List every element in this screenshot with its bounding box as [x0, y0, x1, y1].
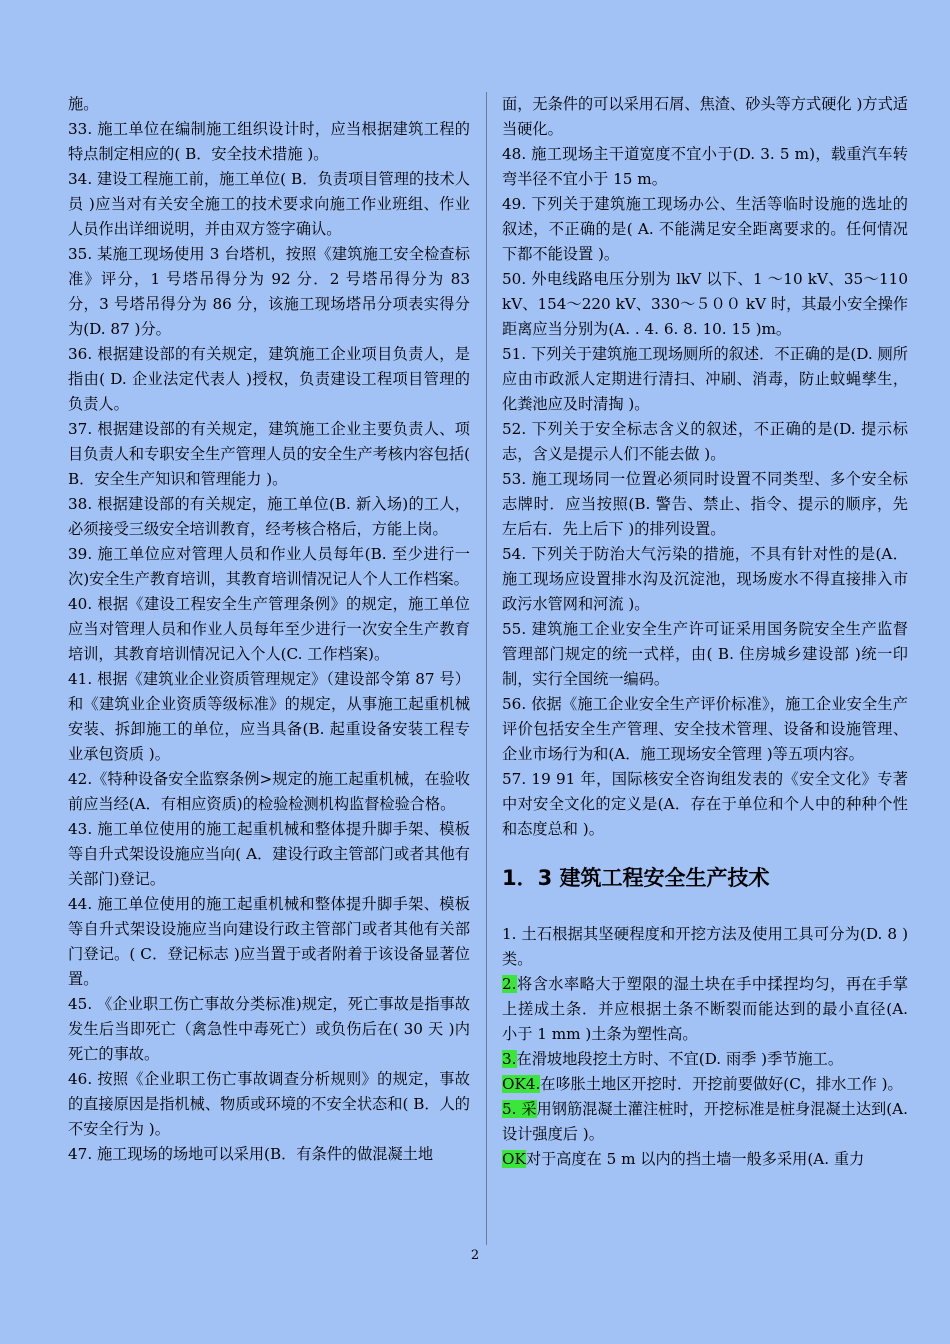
section-item-text: 用钢筋混凝土灌注桩时，开挖标准是桩身混凝土达到(A. 设计强度后 )。	[502, 1100, 908, 1143]
left-column	[68, 92, 470, 1167]
section-item-list	[502, 922, 908, 1172]
section-item-text: 将含水率略大于塑限的湿土块在手中揉捏均匀，再在手掌上搓成土条．并应根据土条不断裂而能达到的最小直径(A. 小于 1 mm )土条为塑性高。	[502, 975, 908, 1043]
highlight-mark: 5. 采	[502, 1100, 537, 1118]
section-heading: 1．3 建筑工程安全生产技术	[502, 866, 770, 890]
paragraph: 38. 根据建设部的有关规定，施工单位(B. 新入场)的工人，必须接受三级安全培训教育，经考核合格后，方能上岗。	[68, 495, 470, 538]
page-number: 2	[470, 1248, 480, 1263]
section-item-text: 在哆胀土地区开挖时．开挖前要做好(C，排水工作 )。	[540, 1075, 903, 1093]
section-item	[502, 1097, 908, 1147]
paragraph: 施。	[68, 95, 99, 113]
section-item	[502, 972, 908, 1047]
paragraph: 51. 下列关于建筑施工现场厕所的叙述．不正确的是(D. 厕所应由市政派人定期进行清扫、冲刷、消毒，防止蚊蝇孳生，化粪池应及时清掏 )。	[502, 345, 908, 413]
highlight-mark: 3.	[502, 1050, 517, 1068]
paragraph: 44. 施工单位使用的施工起重机械和整体提升脚手架、模板等自升式架设设施应当向建设行政主管部门或者其他有关部门登记。( C．登记标志 )应当置于或者附着于该设备显著位置。	[68, 895, 470, 988]
paragraph: 57. 19 91 年，国际核安全咨询组发表的《安全文化》专著中对安全文化的定义是(A．存在于单位和个人中的种种个性和态度总和 )。	[502, 770, 908, 838]
paragraph: 47. 施工现场的场地可以采用(B．有条件的做混凝土地	[68, 1145, 434, 1163]
paragraph: 面，无条件的可以采用石屑、焦渣、砂头等方式硬化 )方式适当硬化。	[502, 95, 908, 138]
paragraph: 55. 建筑施工企业安全生产许可证采用国务院安全生产监督管理部门规定的统一式样，由( B. 住房城乡建设部 )统一印制，实行全国统一编码。	[502, 620, 908, 688]
paragraph: 53. 施工现场同一位置必须同时设置不同类型、多个安全标志牌时．应当按照(B. 警告、禁止、指令、提示的顺序，先左后右．先上后下 )的排列设置。	[502, 470, 908, 538]
section-item	[502, 1047, 908, 1072]
section-item-text: 1. 土石根据其坚硬程度和开挖方法及使用工具可分为(D. 8 )类。	[502, 925, 908, 968]
paragraph: 42.《特种设备安全监察条例>规定的施工起重机械，在验收前应当经(A．有相应资质)的检验检测机构监督检验合格。	[68, 770, 470, 813]
right-column	[502, 92, 908, 1172]
paragraph: 48. 施工现场主干道宽度不宜小于(D. 3. 5 m)，载重汽车转弯半径不宜小于 15 m。	[502, 145, 908, 188]
paragraph: 50. 外电线路电压分别为 lkV 以下、1 ～10 kV、35～110 kV、154～220 kV、330～５００ kV 时，其最小安全操作距离应当分别为(A. . 4. 6. 8. 10. 15 )m。	[502, 270, 908, 338]
paragraph: 35. 某施工现场使用 3 台塔机，按照《建筑施工安全检查标准》评分，1 号塔吊得分为 92 分．2 号塔吊得分为 83 分，3 号塔吊得分为 86 分，该施工现场塔吊分项表实得分为(D. 87 )分。	[68, 245, 470, 338]
paragraph: 39. 施工单位应对管理人员和作业人员每年(B. 至少进行一次)安全生产教育培训，其教育培训情况记人个人工作档案。	[68, 545, 470, 588]
section-item	[502, 922, 908, 972]
highlight-mark: OK4.	[502, 1075, 541, 1093]
right-paragraph-list	[502, 92, 908, 842]
paragraph: 37. 根据建设部的有关规定，建筑施工企业主要负责人、项目负责人和专职安全生产管理人员的安全生产考核内容包括( B．安全生产知识和管理能力 )。	[68, 420, 470, 488]
paragraph: 40. 根据《建设工程安全生产管理条例》的规定，施工单位应当对管理人员和作业人员每年至少进行一次安全生产教育培训，其教育培训情况记入个人(C. 工作档案)。	[68, 595, 470, 663]
paragraph: 34. 建设工程施工前，施工单位( B．负责项目管理的技术人员 )应当对有关安全施工的技术要求向施工作业班组、作业人员作出详细说明，并由双方签字确认。	[68, 170, 470, 238]
paragraph: 54. 下列关于防治大气污染的措施，不具有针对性的是(A．施工现场应设置排水沟及沉淀池，现场废水不得直接排入市政污水管网和河流 )。	[502, 545, 908, 613]
paragraph: 46. 按照《企业职工伤亡事故调查分析规则》的规定，事故的直接原因是指机械、物质或环境的不安全状态和( B．人的不安全行为 )。	[68, 1070, 470, 1138]
section-item-text: 对于高度在 5 m 以内的挡土墙一般多采用(A. 重力	[525, 1150, 865, 1168]
paragraph: 49. 下列关于建筑施工现场办公、生活等临时设施的选址的叙述，不正确的是( A. 不能满足安全距离要求的。任何情况下都不能设置 )。	[502, 195, 908, 263]
column-divider	[486, 92, 487, 1245]
paragraph: 36. 根据建设部的有关规定，建筑施工企业项目负责人，是指由( D. 企业法定代表人 )授权，负责建设工程项目管理的负责人。	[68, 345, 470, 413]
paragraph: 45. 《企业职工伤亡事故分类标准)规定，死亡事故是指事故发生后当即死亡（禽急性中毒死亡）或负伤后在( 30 天 )内死亡的事故。	[68, 995, 470, 1063]
paragraph: 33. 施工单位在编制施工组织设计时，应当根据建筑工程的特点制定相应的( B．安全技术措施 )。	[68, 120, 470, 163]
section-item-text: 在滑坡地段挖土方时、不宜(D. 雨季 )季节施工。	[516, 1050, 844, 1068]
paragraph: 43. 施工单位使用的施工起重机械和整体提升脚手架、模板等自升式架设设施应当向( A．建设行政主管部门或者其他有关部门)登记。	[68, 820, 470, 888]
highlight-mark: 2.	[502, 975, 517, 993]
paragraph: 41. 根据《建筑业企业资质管理规定》（建设部令第 87 号）和《建筑业企业资质等级标准》的规定，从事施工起重机械安装、拆卸施工的单位，应当具备(B. 起重设备安装工程专业承包资质 )。	[68, 670, 470, 763]
paragraph: 52. 下列关于安全标志含义的叙述，不正确的是(D. 提示标志，含义是提示人们不能去做 )。	[502, 420, 908, 463]
paragraph: 56. 依据《施工企业安全生产评价标准》，施工企业安全生产评价包括安全生产管理、安全技术管理、设备和设施管理、企业市场行为和(A．施工现场安全管理 )等五项内容。	[502, 695, 908, 763]
section-item	[502, 1147, 908, 1172]
highlight-mark: OK	[502, 1150, 526, 1168]
section-item	[502, 1072, 908, 1097]
